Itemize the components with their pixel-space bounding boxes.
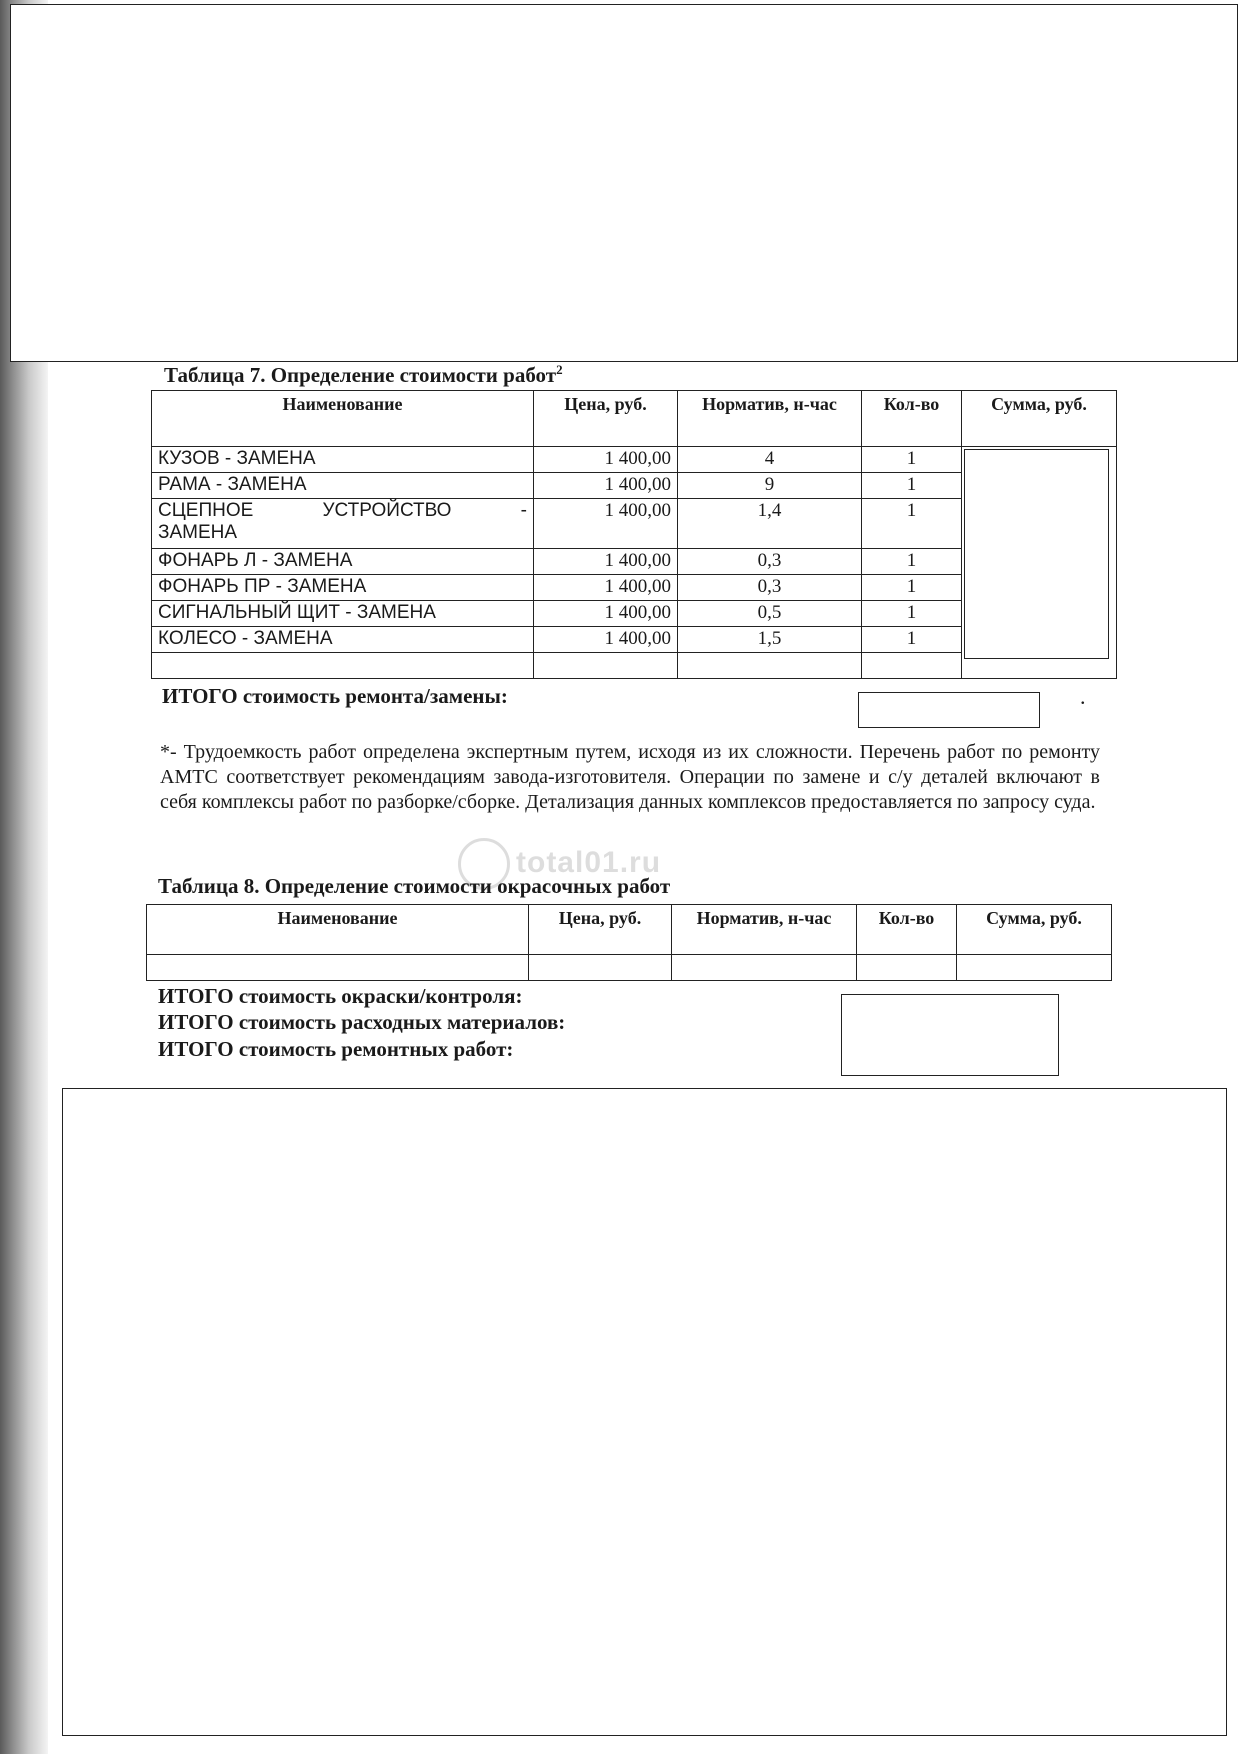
- total-painting: ИТОГО стоимость окраски/контроля:: [158, 984, 523, 1008]
- row-name: СИГНАЛЬНЫЙ ЩИТ - ЗАМЕНА: [152, 601, 534, 627]
- empty-cell: [678, 653, 862, 679]
- total-repair-works: ИТОГО стоимость ремонтных работ:: [158, 1037, 514, 1061]
- row-norm: 1,4: [678, 499, 862, 549]
- row-name: КОЛЕСО - ЗАМЕНА: [152, 627, 534, 653]
- row-name: ФОНАРЬ ПР - ЗАМЕНА: [152, 575, 534, 601]
- table7-title-text: Таблица 7. Определение стоимости работ: [164, 363, 557, 387]
- row-price: 1 400,00: [534, 575, 678, 601]
- table7-header-row: [152, 391, 1117, 447]
- row-norm: 0,3: [678, 549, 862, 575]
- row-qty: 1: [862, 499, 962, 549]
- row-norm: 4: [678, 447, 862, 473]
- watermark-text: total01.ru: [516, 845, 662, 879]
- empty-cell: [152, 653, 534, 679]
- row-name: ФОНАРЬ Л - ЗАМЕНА: [152, 549, 534, 575]
- redacted-table8-totals: [841, 994, 1059, 1076]
- table8-title: Таблица 8. Определение стоимости окрасочных работ: [158, 874, 671, 898]
- table8-header-norm: Норматив, н-час: [672, 905, 857, 955]
- redacted-sum-values: [964, 449, 1109, 659]
- table-row: [152, 447, 1117, 473]
- table8-header-row: [147, 905, 1112, 955]
- row-qty: 1: [862, 601, 962, 627]
- row-name-line2: ЗАМЕНА: [158, 522, 238, 543]
- empty-cell: [862, 653, 962, 679]
- table7-title: [164, 362, 563, 388]
- table7-sum-column: [962, 447, 1117, 679]
- row-norm: 1,5: [678, 627, 862, 653]
- row-name: РАМА - ЗАМЕНА: [152, 473, 534, 499]
- empty-cell: [957, 955, 1112, 981]
- table7: [151, 390, 1117, 679]
- row-norm: 9: [678, 473, 862, 499]
- redacted-block-bottom: [62, 1088, 1227, 1736]
- row-price: 1 400,00: [534, 627, 678, 653]
- row-name-line1: СЦЕПНОЕ УСТРОЙСТВО -: [158, 500, 527, 521]
- table8-header-name: Наименование: [147, 905, 529, 955]
- table7-header-price: Цена, руб.: [534, 391, 678, 447]
- redacted-table7-total: [858, 692, 1040, 728]
- table7-header-sum: Сумма, руб.: [962, 391, 1117, 447]
- row-qty: 1: [862, 473, 962, 499]
- table8-header-qty: Кол-во: [857, 905, 957, 955]
- row-name: [152, 499, 534, 549]
- row-price: 1 400,00: [534, 447, 678, 473]
- row-qty: 1: [862, 627, 962, 653]
- table8-header-price: Цена, руб.: [529, 905, 672, 955]
- row-price: 1 400,00: [534, 499, 678, 549]
- empty-cell: [672, 955, 857, 981]
- table8-header-sum: Сумма, руб.: [957, 905, 1112, 955]
- empty-cell: [529, 955, 672, 981]
- row-price: 1 400,00: [534, 549, 678, 575]
- table7-header-norm: Норматив, н-час: [678, 391, 862, 447]
- row-price: 1 400,00: [534, 473, 678, 499]
- row-name: КУЗОВ - ЗАМЕНА: [152, 447, 534, 473]
- row-qty: 1: [862, 575, 962, 601]
- total-materials: ИТОГО стоимость расходных материалов:: [158, 1010, 566, 1034]
- empty-cell: [857, 955, 957, 981]
- empty-cell: [534, 653, 678, 679]
- stray-dot: .: [1080, 684, 1086, 709]
- footnote-text: *- Трудоемкость работ определена экспертным путем, исходя из их сложности. Перечень работ по ремонту АМТС соответствует рекомендациям завода-изготовителя. Операции по замене и с/у деталей включают в себя комплексы работ по разборке/сборке. Детализация данных комплексов предоставляется по запросу суда.: [160, 741, 1100, 813]
- row-qty: 1: [862, 447, 962, 473]
- row-norm: 0,5: [678, 601, 862, 627]
- table8: [146, 904, 1112, 981]
- table-row-empty: [147, 955, 1112, 981]
- table7-total-label: ИТОГО стоимость ремонта/замены:: [162, 684, 508, 708]
- table7-header-qty: Кол-во: [862, 391, 962, 447]
- redacted-block-top: [10, 4, 1238, 362]
- row-price: 1 400,00: [534, 601, 678, 627]
- empty-cell: [147, 955, 529, 981]
- row-qty: 1: [862, 549, 962, 575]
- row-norm: 0,3: [678, 575, 862, 601]
- table7-header-name: Наименование: [152, 391, 534, 447]
- table7-title-footnote: 2: [556, 362, 563, 377]
